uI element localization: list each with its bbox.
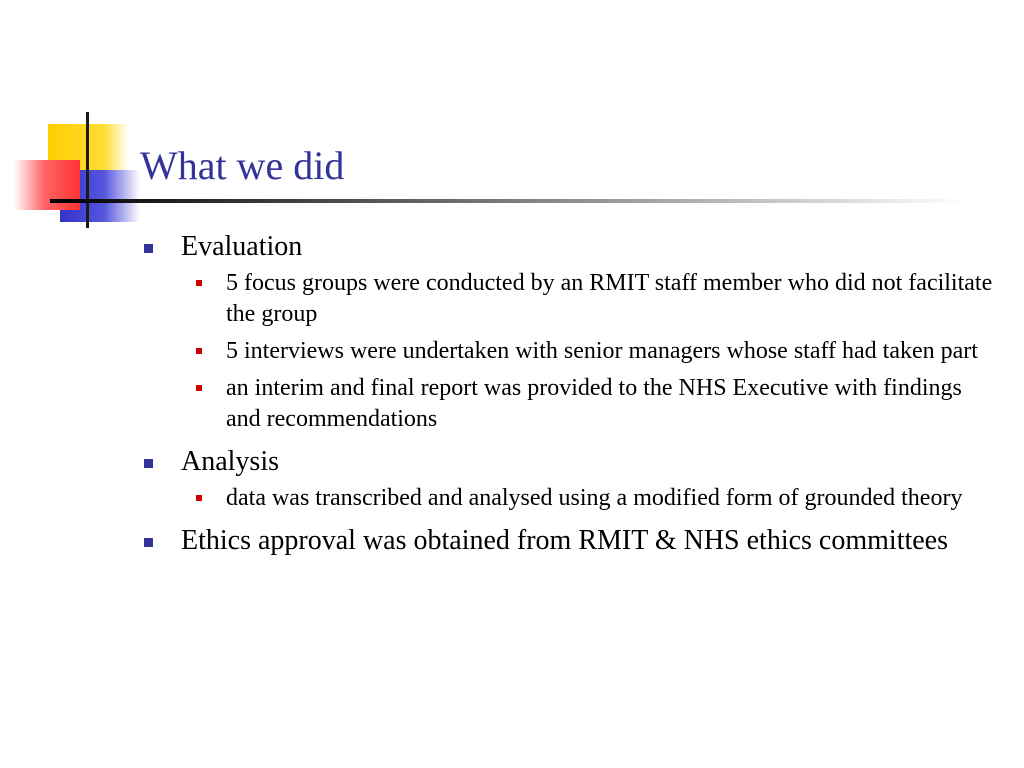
sub-bullet-text: an interim and final report was provided to the NHS Executive with findings and recommendations — [226, 375, 962, 432]
bullet-text: Analysis — [181, 446, 279, 477]
sub-bullet-item — [181, 483, 1000, 514]
square-bullet-icon — [196, 385, 202, 391]
title-underline — [50, 199, 970, 203]
sub-bullet-item — [181, 268, 1000, 330]
vertical-bar — [86, 112, 89, 228]
bullet-item-evaluation — [140, 230, 1000, 435]
sub-bullet-list — [181, 268, 1000, 435]
slide-content — [140, 230, 1000, 568]
bullet-item-analysis — [140, 445, 1000, 514]
sub-bullet-text: 5 focus groups were conducted by an RMIT staff member who did not facilitate the group — [226, 270, 993, 327]
sub-bullet-item — [181, 336, 1000, 367]
bullet-item-ethics — [140, 524, 1000, 558]
decorative-color-blocks — [0, 0, 160, 240]
sub-bullet-text: data was transcribed and analysed using a modified form of grounded theory — [226, 485, 963, 511]
square-bullet-icon — [144, 459, 153, 468]
slide-title: What we did — [140, 143, 345, 188]
sub-bullet-list — [181, 483, 1000, 514]
sub-bullet-text: 5 interviews were undertaken with senior managers whose staff had taken part — [226, 338, 978, 364]
sub-bullet-item — [181, 373, 1000, 435]
square-bullet-icon — [196, 280, 202, 286]
square-bullet-icon — [196, 495, 202, 501]
square-bullet-icon — [196, 348, 202, 354]
square-bullet-icon — [144, 538, 153, 547]
bullet-list — [140, 230, 1000, 558]
bullet-text: Evaluation — [181, 231, 303, 262]
square-bullet-icon — [144, 244, 153, 253]
bullet-text: Ethics approval was obtained from RMIT & NHS ethics committees — [181, 525, 949, 556]
